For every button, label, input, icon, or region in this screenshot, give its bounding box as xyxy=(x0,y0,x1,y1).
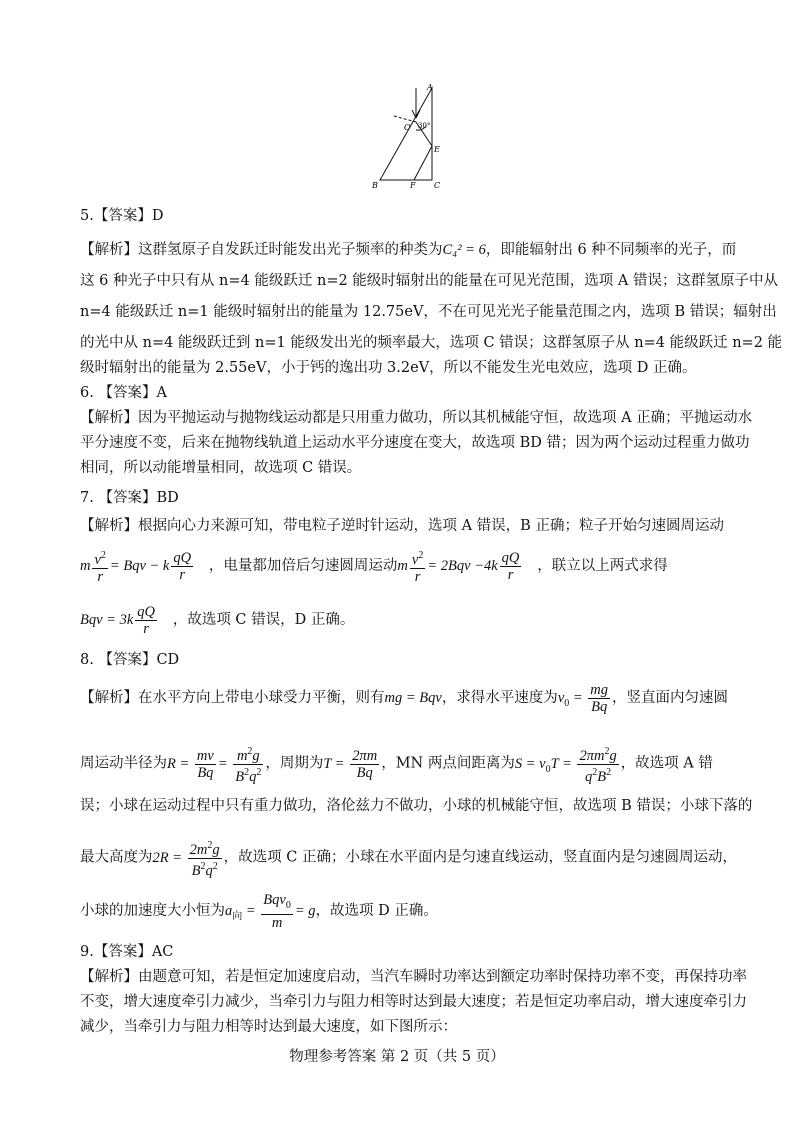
q8-answer: 8. 【答案】CD xyxy=(80,652,180,668)
page-footer: 物理参考答案 第 2 页（共 5 页） xyxy=(289,1049,505,1065)
q7-answer: 7. 【答案】BD xyxy=(80,490,179,506)
q6-line3: 相同，所以动能增量相同，故选项 C 错误。 xyxy=(80,460,362,476)
q5-line3: n=4 能级跃迁 n=1 能级时辐射出的能量为 12.75eV，不在可见光光子能量范围之内，选项 B 错误；辐射出 xyxy=(80,304,777,320)
q8-line4 xyxy=(80,838,737,879)
q7-eq2: m $\frac{v^2}{r}$ = 2Bqv −4k $\frac{qQ}{r}$ xyxy=(397,549,520,585)
q5-line4: 的光中从 n=4 能级跃迁到 n=1 能级发出光的频率最大，选项 C 错误；这群氢原子从 n=4 能级跃迁 n=2 能 xyxy=(80,335,783,351)
label-O: O xyxy=(404,123,411,132)
q8-line1-c: ，竖直面内匀速圆 xyxy=(612,689,729,706)
q8-line1-a: 【解析】在水平方向上带电小球受力平衡，则有 xyxy=(80,689,385,706)
q7-line3 xyxy=(80,604,720,637)
q6-line2: 平分速度不变，后来在抛物线轨道上运动水平分速度在变大，故选项 BD 错；因为两个运动过程重力做功 xyxy=(80,435,750,451)
label-E: E xyxy=(434,145,440,154)
q8-line2-c: ，MN 两点间距离为 xyxy=(381,755,515,772)
q8-line2-d: ，故选项 A 错 xyxy=(620,755,713,772)
label-angle: 30° xyxy=(418,122,431,130)
q8-line1 xyxy=(80,682,729,715)
q7-line2-tail: ，联立以上两式求得 xyxy=(537,557,668,574)
q7-line2 xyxy=(80,548,720,585)
q7-line2-mid: ，电量都加倍后匀速圆周运动 xyxy=(208,557,398,574)
q6-answer: 6. 【答案】A xyxy=(80,385,167,401)
q7-eq1: m $\frac{v^2}{r}$ = Bqv − k $\frac{qQ}{r}$ xyxy=(80,549,192,585)
q5-formula: C₄² = 6 xyxy=(442,242,486,258)
q7-eq3: Bqv = 3k $\frac{qQ}{r}$ xyxy=(80,604,155,637)
q8-line5-b: ，故选项 D 正确。 xyxy=(315,902,438,919)
q8-line2-b: ，周期为 xyxy=(265,755,324,772)
q5-line1-text: 【解析】这群氢原子自发跃迁时能发出光子频率的种类为 xyxy=(80,242,443,258)
q8-eq-v0: $v_0$ = $\frac{mg}{Bq}$ xyxy=(557,682,609,715)
q6-line1: 【解析】因为平抛运动与抛物线运动都是只用重力做功，所以其机械能守恒，故选项 A 正确；平抛运动水 xyxy=(80,410,753,426)
q5-line2: 这 6 种光子中只有从 n=4 能级跃迁 n=2 能级时辐射出的能量在可见光范围，选项 A 错误；这群氢原子中从 xyxy=(80,273,778,289)
q7-line1: 【解析】根据向心力来源可知，带电粒子逆时针运动，选项 A 错误，B 正确；粒子开始匀速圆周运动 xyxy=(80,518,724,534)
q8-line2 xyxy=(80,744,720,785)
q5-line5: 级时辐射出的能量为 2.55eV，小于钙的逸出功 3.2eV，所以不能发生光电效应，选项 D 正确。 xyxy=(80,360,697,376)
q5-line1 xyxy=(80,240,737,260)
q8-line5 xyxy=(80,892,720,931)
q9-answer: 9.【答案】AC xyxy=(80,944,174,960)
q8-eq-balance: mg = Bqv xyxy=(384,689,442,706)
q8-line3: 误；小球在运动过程中只有重力做功，洛伦兹力不做功，小球的机械能守恒，故选项 B 错误；小球下落的 xyxy=(80,798,753,814)
label-F: F xyxy=(410,181,416,190)
q5-line1-tail: ，即能辐射出 6 种不同频率的光子，而 xyxy=(485,242,737,258)
q9-line1: 【解析】由题意可知，若是恒定加速度启动，当汽车瞬时功率达到额定功率时保持功率不变，再保持功率 xyxy=(80,969,747,985)
label-A: A xyxy=(427,83,433,92)
q8-eq-accel: $a_向$ = $\frac{Bqv_0}{m}$ = g xyxy=(225,892,316,931)
label-C: C xyxy=(434,181,441,190)
q5-answer: 5.【答案】D xyxy=(80,208,164,224)
q8-line1-b: ，求得水平速度为 xyxy=(441,689,558,706)
q8-eq-height: 2R = $\frac{2m^2g}{B^2q^2}$ xyxy=(152,840,220,879)
q8-line2-a: 周运动半径为 xyxy=(80,755,167,772)
q8-eq-radius: R = $\frac{mv}{Bq}$ = $\frac{m^2g}{B^2q^2}$ xyxy=(167,746,262,785)
prism-diagram xyxy=(370,82,450,192)
q8-line4-a: 最大高度为 xyxy=(80,849,153,866)
q7-line3-text: ，故选项 C 错误，D 正确。 xyxy=(172,611,355,628)
q8-line5-a: 小球的加速度大小恒为 xyxy=(80,902,225,919)
q8-eq-period: T = $\frac{2\pi m}{Bq}$ xyxy=(323,747,378,781)
q9-line2: 不变，增大速度牵引力减少，当牵引力与阻力相等时达到最大速度；若是恒定功率启动，增大速度牵引力 xyxy=(80,994,747,1010)
q8-line4-b: ，故选项 C 正确；小球在水平面内是匀速直线运动，竖直面内是匀速圆周运动， xyxy=(223,849,737,866)
q8-eq-distance: $S = v_0T$ = $\frac{2\pi m^2g}{q^2B^2}$ xyxy=(514,746,617,785)
q9-line3: 减少，当牵引力与阻力相等时达到最大速度，如下图所示： xyxy=(80,1019,457,1035)
label-B: B xyxy=(372,181,378,190)
